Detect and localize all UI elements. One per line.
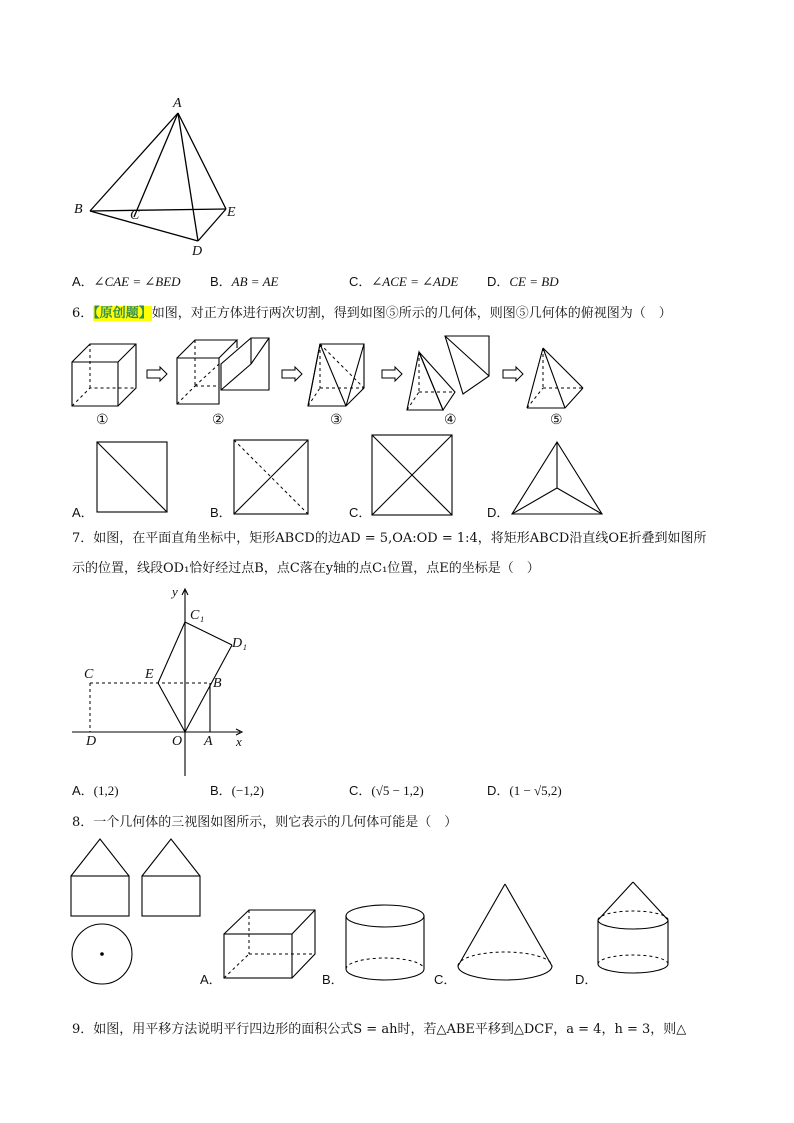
q7-option-d-text: (1 − √5,2) [509,783,562,798]
q5-option-a-label: A． [72,274,94,289]
q6-step-label-2: ② [212,412,225,428]
q7-option-b[interactable] [210,783,264,800]
q8-front-view [70,838,132,918]
q5-figure [60,95,260,265]
q5-option-c-text: ∠ACE = ∠ADE [371,274,459,289]
q7-label-B: B [213,676,222,691]
q7-option-a-label: A． [72,783,94,798]
q6-option-d-figure[interactable] [511,440,603,516]
q5-option-a[interactable] [72,274,181,291]
q8-side-view [141,838,203,918]
q7-option-b-text: (−1,2) [231,783,264,798]
q6-arrow-4 [502,367,524,381]
q8-top-view [70,922,134,986]
q6-step-label-1: ① [96,412,109,428]
q7-label-D: D [86,734,97,749]
q7-label-D1: D₁ [232,636,247,651]
q5-label-B: B [74,202,83,217]
q6-arrow-3 [381,367,403,381]
q5-option-b-label: B． [210,274,232,289]
q5-option-d-label: D． [487,274,510,289]
q7-label-x: x [236,734,242,749]
q6-step5-pyramid [525,346,591,410]
q6-option-a-figure[interactable] [96,441,168,513]
q5-label-D: D [192,244,203,259]
q7-question-line2: 示的位置，线段OD₁恰好经过点B，点C落在y轴的点C₁位置，点E的坐标是（ ） [72,561,540,576]
q6-option-c-label[interactable]: C． [349,505,372,520]
q5-option-c[interactable] [349,274,458,291]
q5-edge-BE [90,209,226,211]
q5-edge-BD [90,211,198,241]
q5-edge-AB [90,113,178,211]
q6-step2-cube-cut [175,334,275,406]
q5-label-E: E [227,205,236,220]
q7-option-c-text: (√5 − 1,2) [371,783,424,798]
q6-text: 如图，对正方体进行两次切割，得到如图⑤所示的几何体，则图⑤几何体的俯视图为（ ） [151,306,672,321]
q6-step-label-5: ⑤ [550,412,563,428]
q6-arrow-2 [281,367,303,381]
q6-step-label-4: ④ [444,412,457,428]
q7-segment-OD1 [185,645,232,732]
q8-option-b-label[interactable]: B． [322,972,344,987]
q6-option-b-figure[interactable] [233,439,309,515]
q8-question: 8．一个几何体的三视图如图所示，则它表示的几何体可能是（ ） [72,815,458,830]
q6-step-label-3: ③ [330,412,343,428]
q7-option-a[interactable] [72,783,119,800]
q7-label-C1: C₁ [190,608,205,623]
q5-option-c-label: C． [349,274,372,289]
q7-option-c[interactable] [349,783,424,800]
q6-option-c-figure[interactable] [371,434,453,516]
q5-label-C: C [130,208,140,223]
q7-segment-EC1 [158,622,185,683]
q8-option-d-cone-cylinder[interactable] [596,880,670,980]
q6-option-a-label[interactable]: A． [72,505,94,520]
q7-label-C: C [84,667,94,682]
q6-step1-cube [70,340,140,410]
q5-option-d-text: CE = BD [509,274,559,289]
q8-option-a-box[interactable] [223,908,317,980]
q7-label-A: A [204,734,213,749]
q8-option-c-label[interactable]: C． [434,972,457,987]
q8-option-a-label[interactable]: A． [200,972,222,987]
q7-segment-OE [158,683,185,732]
q7-option-d[interactable] [487,783,562,800]
q5-option-b[interactable] [210,274,278,291]
q6-number: 6． [72,306,94,321]
q9-question: 9．如图，用平移方法说明平行四边形的面积公式S = ah时，若△ABE平移到△DCF，a = 4，h = 3，则△ [72,1022,687,1037]
q5-option-b-text: AB = AE [231,274,279,289]
q5-edge-AC [134,113,178,217]
q7-option-d-label: D． [487,783,510,798]
q6-step3-prism [306,338,376,410]
q5-option-a-text: ∠CAE = ∠BED [93,274,181,289]
q6-option-d-label[interactable]: D． [487,505,510,520]
q6-tag: 【原创题】 [93,306,152,321]
q7-label-O: O [172,734,183,749]
q8-option-c-cone[interactable] [456,882,554,984]
q5-label-A: A [173,96,182,111]
q7-option-a-text: (1,2) [93,783,119,798]
q7-label-y: y [172,584,178,599]
q7-label-E: E [145,667,154,682]
q6-arrow-1 [146,367,168,381]
q7-question-line1: 7．如图，在平面直角坐标中，矩形ABCD的边AD = 5,OA:OD = 1:4，将矩形ABCD沿直线OE折叠到如图所 [72,531,707,546]
q6-step4-pieces [405,334,495,410]
q6-question [72,306,672,322]
q8-option-b-cylinder[interactable] [344,903,426,983]
q5-edge-DE [198,209,226,241]
q5-option-d[interactable] [487,274,559,291]
q7-segment-C1D1 [185,622,232,645]
q7-option-b-label: B． [210,783,232,798]
q7-option-c-label: C． [349,783,372,798]
q8-option-d-label[interactable]: D． [575,972,598,987]
q6-option-b-label[interactable]: B． [210,505,232,520]
